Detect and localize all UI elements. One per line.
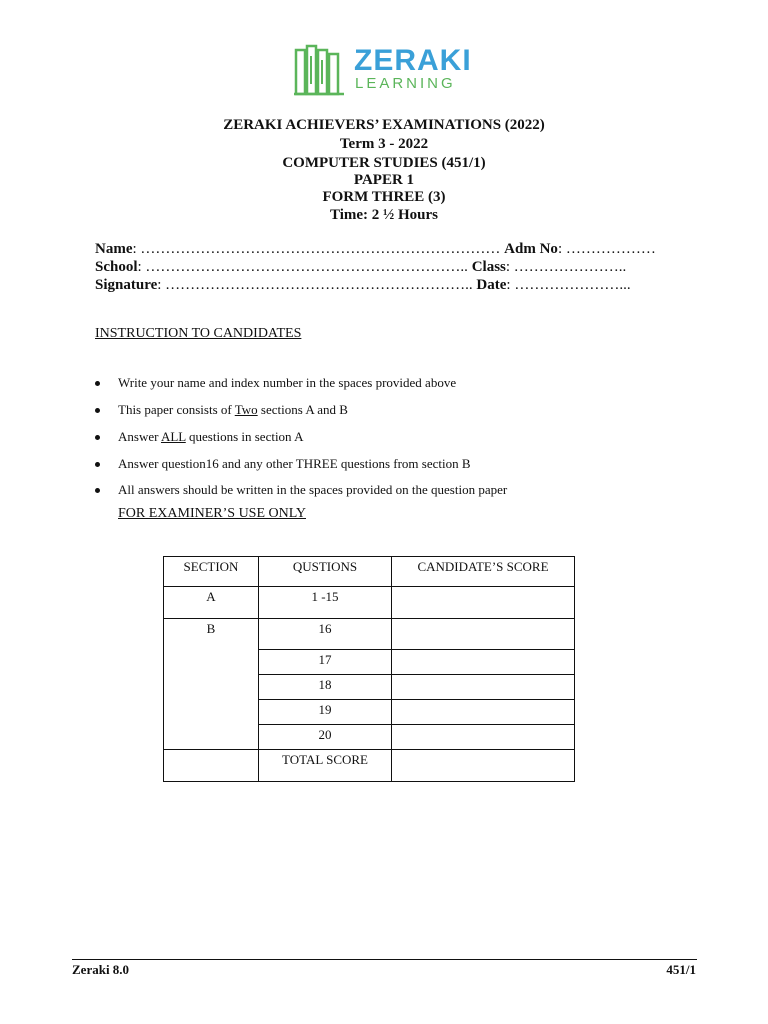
instruction-text: All answers should be written in the spaces provided on the question paper (118, 482, 508, 497)
table-header-row (164, 557, 575, 587)
score-cell[interactable] (392, 587, 575, 619)
table-row (164, 587, 575, 619)
question-cell: 19 (259, 700, 392, 725)
date-label: Date (476, 277, 507, 293)
table-row (164, 619, 575, 650)
score-cell[interactable] (392, 619, 575, 650)
school-row (95, 258, 655, 276)
exam-term: Term 3 - 2022 (339, 136, 429, 152)
question-cell: 17 (259, 650, 392, 675)
footer-left: Zeraki 8.0 (72, 962, 130, 977)
question-cell: 18 (259, 675, 392, 700)
signature-label: Signature (95, 277, 158, 293)
header-questions: QUSTIONS (259, 557, 392, 587)
score-table (163, 556, 575, 782)
bullet-icon (95, 488, 100, 493)
footer-right: 451/1 (666, 962, 696, 977)
zeraki-logo (294, 44, 484, 96)
name-row (95, 240, 655, 258)
bullet-icon (95, 381, 100, 386)
bullet-icon (95, 462, 100, 467)
signature-field[interactable]: : …………………………………………………….. (157, 277, 473, 293)
exam-time: Time: 2 ½ Hours (329, 207, 439, 223)
logo-brand-text: ZERAKI (354, 44, 472, 77)
score-cell[interactable] (392, 725, 575, 750)
empty-cell (164, 750, 259, 782)
total-score-cell[interactable] (392, 750, 575, 782)
school-field[interactable]: : ……………………………………………………….. (137, 259, 468, 275)
instructions-title: INSTRUCTION TO CANDIDATES (95, 326, 302, 341)
score-cell[interactable] (392, 700, 575, 725)
signature-row (95, 276, 655, 294)
adm-label: Adm No (504, 241, 558, 257)
adm-field[interactable]: : ……………… (557, 241, 656, 257)
section-b-cell: B (164, 619, 259, 750)
table-total-row (164, 750, 575, 782)
footer-divider (72, 959, 697, 960)
instruction-text: Answer question16 and any other THREE questions from section B (118, 456, 471, 471)
section-a-cell: A (164, 587, 259, 619)
exam-subject: COMPUTER STUDIES (451/1) (282, 155, 486, 171)
class-label: Class (471, 259, 506, 275)
score-cell[interactable] (392, 650, 575, 675)
score-cell[interactable] (392, 675, 575, 700)
bullet-icon (95, 435, 100, 440)
exam-paper: PAPER 1 (353, 172, 415, 188)
bullet-icon (95, 408, 100, 413)
total-label: TOTAL SCORE (259, 750, 392, 782)
school-label: School (95, 259, 138, 275)
date-field[interactable]: : …………………... (506, 277, 631, 293)
header-score: CANDIDATE’S SCORE (392, 557, 575, 587)
exam-title: ZERAKI ACHIEVERS’ EXAMINATIONS (2022) (223, 117, 545, 133)
name-label: Name (95, 241, 133, 257)
header-section: SECTION (164, 557, 259, 587)
logo-sub-text: LEARNING (355, 75, 456, 92)
questions-a-cell: 1 -15 (259, 587, 392, 619)
name-field[interactable]: : ……………………………………………………………… (132, 241, 501, 257)
examiner-title: FOR EXAMINER’S USE ONLY (118, 506, 306, 521)
books-logo-icon (294, 44, 350, 96)
instruction-text: This paper consists of Two sections A and B (118, 402, 348, 417)
question-cell: 20 (259, 725, 392, 750)
class-field[interactable]: : ………………….. (505, 259, 627, 275)
question-cell: 16 (259, 619, 392, 650)
exam-form: FORM THREE (3) (322, 189, 446, 205)
instruction-text: Write your name and index number in the spaces provided above (118, 375, 457, 390)
instruction-text: Answer ALL questions in section A (118, 429, 304, 444)
